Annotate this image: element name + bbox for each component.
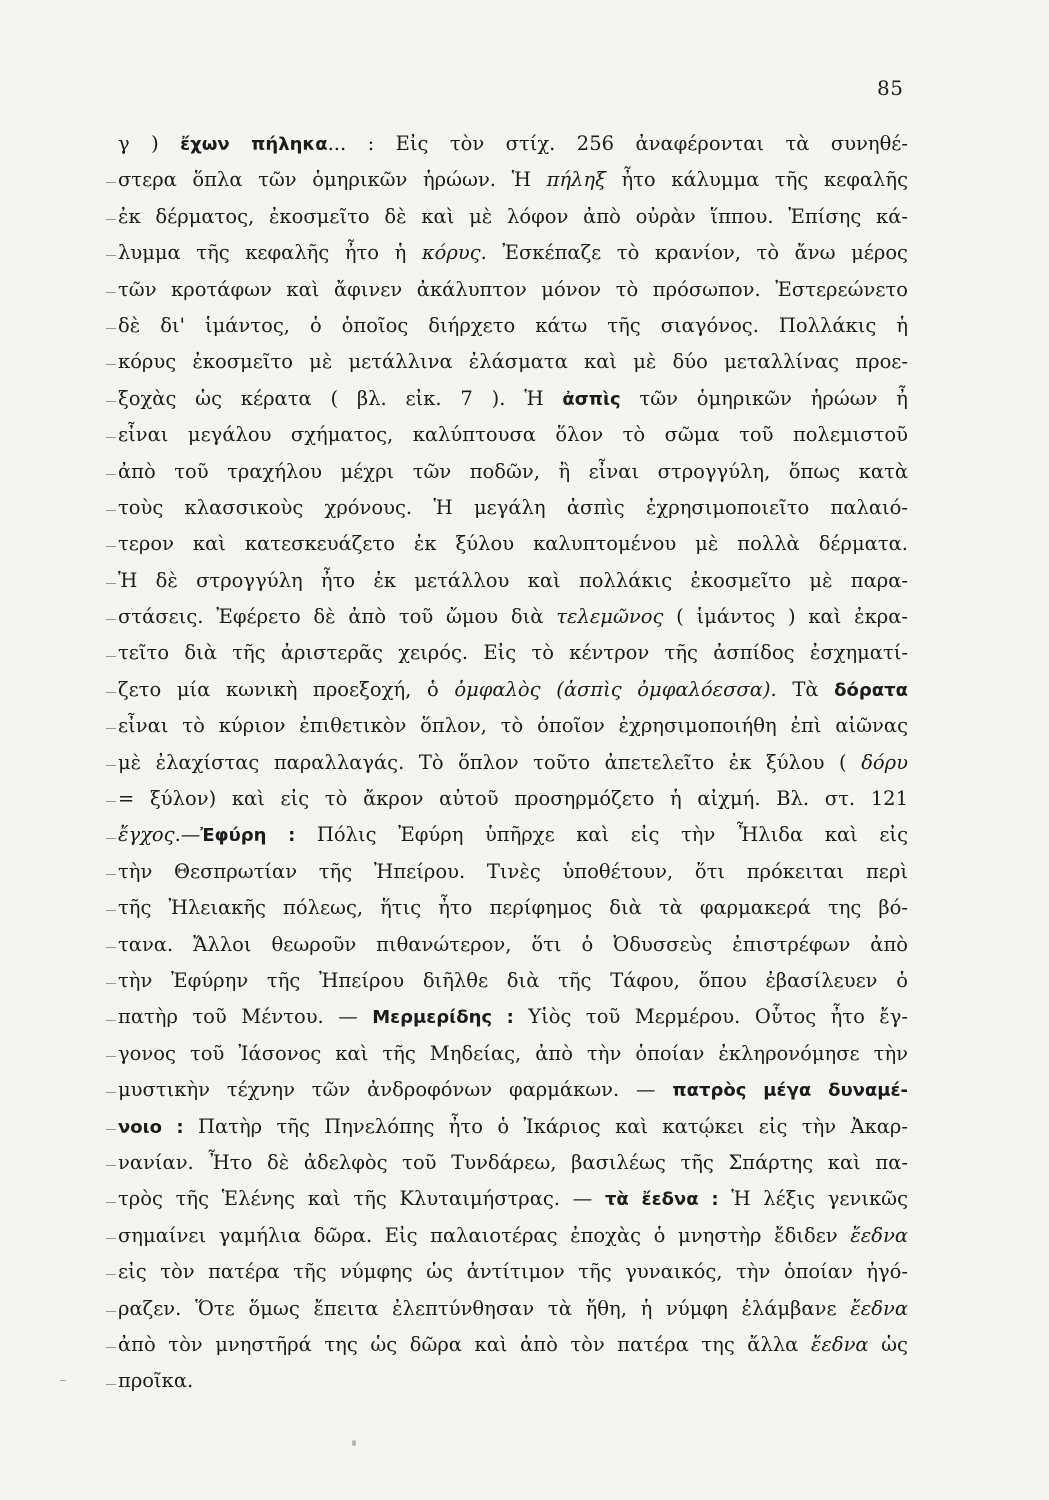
text-run: λυμμα τῆς κεφαλῆς ἦτο ἡ — [118, 241, 422, 265]
margin-mark — [106, 1129, 116, 1130]
text-run: τρὸς τῆς Ἑλένης καὶ τῆς Κλυταιμήστρας. — — [118, 1187, 605, 1211]
margin-mark — [106, 1238, 116, 1239]
margin-mark — [106, 583, 116, 584]
text-run: μυστικὴν τέχνην τῶν ἀνδροφόνων φαρμάκων. — — [118, 1078, 673, 1102]
text-run: κόρυς ἐκοσμεῖτο μὲ μετάλλινα ἐλάσματα καὶ μὲ δύο μεταλλίνας προε- — [118, 350, 908, 374]
text-run: Υἱὸς τοῦ Μερμέρου. Οὗτος ἦτο ἔγ- — [513, 1005, 908, 1029]
text-line — [118, 927, 908, 963]
text-line — [118, 1181, 908, 1217]
text-run: Ἡ λέξις γενικῶς — [718, 1187, 908, 1211]
text-line — [118, 1072, 908, 1108]
text-run: στάσεις. Ἐφέρετο δὲ ἀπὸ τοῦ ὤμου διὰ — [118, 605, 557, 629]
text-run: ἦτο κάλυμμα τῆς κεφαλῆς — [605, 168, 908, 192]
text-run: ξοχὰς ὡς κέρατα ( βλ. εἰκ. 7 ). Ἡ — [118, 386, 563, 410]
margin-mark — [106, 1347, 116, 1348]
italic-term: κόρυς — [421, 241, 481, 265]
text-line — [118, 199, 908, 235]
text-run: τῶν ὁμηρικῶν ἡρώων ἦ — [620, 386, 908, 410]
margin-mark — [106, 474, 116, 475]
text-line — [118, 454, 908, 490]
text-line — [118, 890, 908, 926]
margin-mark — [106, 292, 116, 293]
italic-term: ἔεδνα — [810, 1332, 869, 1356]
text-run: = ξύλον) καὶ εἰς τὸ ἄκρον αὐτοῦ προσηρμόζετο ἡ αἰχμή. Βλ. στ. 121 — [118, 787, 908, 811]
text-line — [118, 999, 908, 1035]
text-run: ἐκ δέρματος, ἐκοσμεῖτο δὲ καὶ μὲ λόφον ἀπὸ οὐρὰν ἵππου. Ἐπίσης κά- — [118, 204, 908, 228]
bold-lemma: πατρὸς μέγα δυναμέ- — [672, 1080, 908, 1102]
text-run: ζετο μία κωνικὴ προεξοχή, ὁ — [118, 677, 455, 701]
text-line — [118, 490, 908, 526]
text-line — [118, 672, 908, 708]
text-run: τὴν Θεσπρωτίαν τῆς Ἠπείρου. Τινὲς ὑποθέτουν, ὅτι πρόκειται περὶ — [118, 859, 908, 883]
margin-mark — [106, 1384, 116, 1385]
text-run: . Ἐσκέπαζε τὸ κρανίον, τὸ ἄνω μέρος — [480, 241, 908, 265]
text-run: εἰς τὸν πατέρα τῆς νύμφης ὡς ἀντίτιμον τῆς γυναικός, τὴν ὁποίαν ἠγό- — [118, 1260, 908, 1284]
text-run: μὲ ἐλαχίστας παραλλαγάς. Τὸ ὅπλον τοῦτο ἀπετελεῖτο ἐκ ξύλου ( — [118, 750, 862, 774]
text-line — [118, 344, 908, 380]
italic-term: ἔεδνα — [850, 1296, 908, 1320]
margin-mark — [106, 364, 116, 365]
bold-lemma: νοιο : — [118, 1116, 184, 1138]
text-run: γονος τοῦ Ἰάσονος καὶ τῆς Μηδείας, ἀπὸ τὴν ὁποίαν ἐκληρονόμησε τὴν — [118, 1041, 908, 1065]
commentary-text — [118, 126, 908, 1400]
paper-speck — [352, 1440, 356, 1446]
text-run: εἶναι μεγάλου σχήματος, καλύπτουσα ὅλον τὸ σῶμα τοῦ πολεμιστοῦ — [118, 423, 908, 447]
bold-lemma: Μερμερίδης : — [372, 1007, 514, 1029]
margin-mark — [106, 910, 116, 911]
text-run: δὲ δι' ἱμάντος, ὁ ὁποῖος διήρχετο κάτω τῆς σιαγόνος. Πολλάκις ἡ — [118, 313, 908, 337]
text-line — [118, 963, 908, 999]
margin-mark — [106, 1311, 116, 1312]
margin-mark — [106, 255, 116, 256]
text-line — [118, 1327, 908, 1363]
italic-term: δόρυ — [861, 750, 908, 774]
text-line — [118, 381, 908, 417]
paper-crease — [60, 1380, 66, 1381]
margin-mark — [106, 1020, 116, 1021]
text-line — [118, 1145, 908, 1181]
bold-lemma: ἔχων πήληκα — [180, 134, 328, 155]
margin-mark — [106, 983, 116, 984]
italic-term: ὀμφαλὸς (ἀσπὶς ὀμφαλόεσσα). — [454, 677, 777, 701]
text-run: νανίαν. Ἦτο δὲ ἀδελφὸς τοῦ Τυνδάρεω, βασιλέως τῆς Σπάρτης καὶ πα- — [118, 1150, 908, 1174]
text-run: ραζεν. Ὅτε ὅμως ἔπειτα ἐλεπτύνθησαν τὰ ἤθη, ἡ νύμφη ἐλάμβανε — [118, 1296, 851, 1320]
margin-mark — [106, 401, 116, 402]
margin-mark — [106, 692, 116, 693]
text-line — [118, 417, 908, 453]
bold-lemma: Ἐφύρη : — [200, 825, 296, 847]
text-run: προῖκα. — [118, 1369, 194, 1393]
text-line — [118, 1218, 908, 1254]
text-line — [118, 1291, 908, 1327]
margin-mark — [106, 219, 116, 220]
text-line — [118, 745, 908, 781]
text-run: Τὰ — [776, 677, 835, 701]
text-run: τὴν Ἐφύρην τῆς Ἠπείρου διῆλθε διὰ τῆς Τάφου, ὅπου ἐβασίλευεν ὁ — [118, 968, 908, 992]
text-run: Ἡ δὲ στρογγύλη ἦτο ἐκ μετάλλου καὶ πολλάκις ἐκοσμεῖτο μὲ παρα- — [118, 568, 908, 592]
margin-mark — [106, 1274, 116, 1275]
margin-mark — [106, 801, 116, 802]
text-run: τεῖτο διὰ τῆς ἀριστερᾶς χειρός. Εἰς τὸ κέντρον τῆς ἀσπίδος ἐσχηματί- — [118, 641, 908, 665]
margin-mark — [106, 1056, 116, 1057]
italic-term: ἔγχος — [118, 823, 175, 847]
margin-mark — [106, 328, 116, 329]
margin-mark — [106, 728, 116, 729]
text-run: γ ) — [118, 132, 181, 155]
text-run: στερα ὅπλα τῶν ὁμηρικῶν ἡρώων. Ἡ — [118, 168, 547, 192]
text-line — [118, 635, 908, 671]
margin-mark — [106, 510, 116, 511]
margin-mark — [106, 1092, 116, 1093]
margin-mark — [106, 1165, 116, 1166]
margin-mark — [106, 182, 116, 183]
bold-lemma: τὰ ἔεδνα : — [604, 1189, 719, 1211]
margin-mark — [106, 874, 116, 875]
text-line — [118, 526, 908, 562]
text-run: ἀπὸ τὸν μνηστῆρά της ὡς δῶρα καὶ ἀπὸ τὸν πατέρα της ἄλλα — [118, 1332, 811, 1356]
margin-mark — [106, 437, 116, 438]
bold-lemma: δόρατα — [834, 679, 908, 701]
margin-mark — [106, 1202, 116, 1203]
text-run: σημαίνει γαμήλια δῶρα. Εἰς παλαιοτέρας ἐποχὰς ὁ μνηστὴρ ἔδιδεν — [118, 1223, 851, 1247]
text-run: εἶναι τὸ κύριον ἐπιθετικὸν ὅπλον, τὸ ὁποῖον ἐχρησιμοποιήθη ἐπὶ αἰῶνας — [118, 714, 908, 738]
text-run: πατὴρ τοῦ Μέντου. — — [118, 1005, 373, 1029]
text-line — [118, 781, 908, 817]
text-line — [118, 272, 908, 308]
text-run: τῶν κροτάφων καὶ ἄφινεν ἀκάλυπτον μόνον τὸ πρόσωπον. Ἐστερεώνετο — [118, 277, 908, 301]
text-line — [118, 308, 908, 344]
text-run: .— — [174, 823, 201, 847]
italic-term: ἔεδνα — [850, 1223, 908, 1247]
text-line — [118, 162, 908, 198]
text-run: τερον καὶ κατεσκευάζετο ἐκ ξύλου καλυπτομένου μὲ πολλὰ δέρματα. — [118, 532, 908, 556]
text-line — [118, 854, 908, 890]
text-run: Πόλις Ἐφύρη ὑπῆρχε καὶ εἰς τὴν Ἦλιδα καὶ εἰς — [295, 823, 908, 847]
text-run: ... : Εἰς τὸν στίχ. 256 ἀναφέρονται τὰ συνηθέ- — [327, 132, 908, 155]
text-run: τανα. Ἄλλοι θεωροῦν πιθανώτερον, ὅτι ὁ Ὀδυσσεὺς ἐπιστρέφων ἀπὸ — [118, 932, 908, 956]
text-run: ὡς — [868, 1332, 908, 1356]
text-run: ἀπὸ τοῦ τραχήλου μέχρι τῶν ποδῶν, ἢ εἶναι στρογγύλη, ὅπως κατὰ — [118, 459, 908, 483]
text-line — [118, 235, 908, 271]
page-number: 85 — [877, 76, 904, 100]
italic-term: πήληξ — [546, 168, 606, 192]
margin-mark — [106, 619, 116, 620]
text-line — [118, 599, 908, 635]
italic-term: τελεμῶνος — [556, 605, 664, 629]
text-line — [118, 563, 908, 599]
margin-mark — [106, 546, 116, 547]
text-line — [118, 126, 908, 162]
margin-mark — [106, 656, 116, 657]
bold-lemma: ἀσπὶς — [562, 388, 621, 410]
text-line — [118, 817, 908, 853]
text-line — [118, 1036, 908, 1072]
text-run: ( ἱμάντος ) καὶ ἐκρα- — [663, 605, 908, 629]
text-run: τῆς Ἠλειακῆς πόλεως, ἥτις ἦτο περίφημος διὰ τὰ φαρμακερά της βό- — [118, 896, 908, 920]
margin-mark — [106, 947, 116, 948]
text-run: τοὺς κλασσικοὺς χρόνους. Ἡ μεγάλη ἀσπὶς ἐχρησιμοποιεῖτο παλαιό- — [118, 495, 908, 519]
margin-mark — [106, 838, 116, 839]
margin-mark — [106, 765, 116, 766]
text-run: Πατὴρ τῆς Πηνελόπης ἦτο ὁ Ἰκάριος καὶ κατῴκει εἰς τὴν Ἀκαρ- — [183, 1114, 908, 1138]
text-line — [118, 1363, 908, 1399]
text-line — [118, 708, 908, 744]
text-line — [118, 1109, 908, 1145]
text-line — [118, 1254, 908, 1290]
